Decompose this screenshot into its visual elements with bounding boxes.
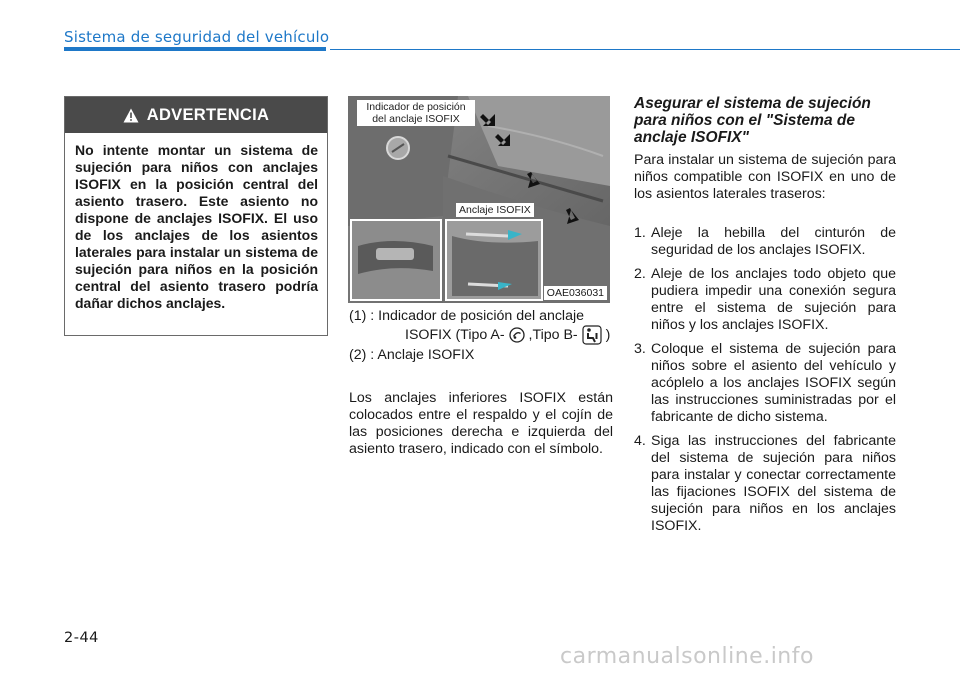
caption-1 (349, 308, 613, 345)
warning-triangle-icon (123, 108, 139, 123)
isofix-type-b-icon (582, 325, 602, 345)
caption-1-part-b: ,Tipo B- (528, 326, 578, 343)
header-rule-thin (330, 49, 960, 50)
rear-seat-photo (348, 96, 610, 303)
intro-paragraph: Para instalar un sistema de sujeción para niños compatible con ISOFIX en uno de los asientos laterales traseros: (634, 152, 896, 202)
warning-header (65, 97, 327, 133)
list-item: 2. Aleje de los anclajes todo objeto que pudiera impedir una conexión segura entre el sistema de sujeción para niños y los anclajes ISOFIX. (634, 266, 896, 333)
caption-1-part-c: ) (605, 326, 611, 343)
page-number: 2-44 (64, 630, 99, 646)
section-title: Sistema de seguridad del vehículo (64, 28, 330, 46)
list-item: 1. Aleje la hebilla del cinturón de seguridad de los anclajes ISOFIX. (634, 225, 896, 258)
watermark[interactable]: carmanualsonline.info (560, 644, 814, 669)
isofix-figure (348, 96, 610, 303)
figure-label-indicator: Indicador de posición del anclaje ISOFIX (357, 100, 475, 126)
header-rule-thick (64, 47, 326, 51)
caption-1-part-a: ISOFIX (Tipo A- (405, 326, 505, 343)
warning-box (64, 96, 328, 336)
figure-label-anchor: Anclaje ISOFIX (456, 203, 534, 217)
middle-paragraph: Los anclajes inferiores ISOFIX están colocados entre el respaldo y el cojín de las posiciones derecha e izquierda del asiento trasero, indicado con el símbolo. (349, 390, 613, 457)
warning-title: ADVERTENCIA (146, 105, 270, 124)
list-item: 4. Siga las instrucciones del fabricante del sistema de sujeción para niños para instalar y conectar correctamente las fijaciones ISOFIX del sistema de sujeción para niños en los anclajes ISOFIX. (634, 433, 896, 534)
figure-code: OAE036031 (544, 286, 607, 300)
steps-list (634, 225, 896, 542)
caption-1-prefix: (1) : Indicador de posición del anclaje (349, 308, 585, 324)
isofix-type-a-icon (509, 327, 525, 343)
warning-body: No intente montar un sistema de sujeción para niños con anclajes ISOFIX en la posición central del asiento trasero. Este asiento no dispone de anclajes ISOFIX. El uso de los anclajes de los asientos laterales para instalar un sistema de sujeción para niños en la posición central del asiento trasero podría dañar dichos anclajes. (75, 142, 318, 311)
section-heading: Asegurar el sistema de sujeción para niños con el "Sistema de anclaje ISOFIX" (634, 95, 871, 146)
list-item: 3. Coloque el sistema de sujeción para niños sobre el asiento del vehículo y acóplelo a los anclajes ISOFIX según las instrucciones suministradas por el fabricante de dicho sistema. (634, 341, 896, 425)
caption-2: (2) : Anclaje ISOFIX (349, 347, 475, 363)
